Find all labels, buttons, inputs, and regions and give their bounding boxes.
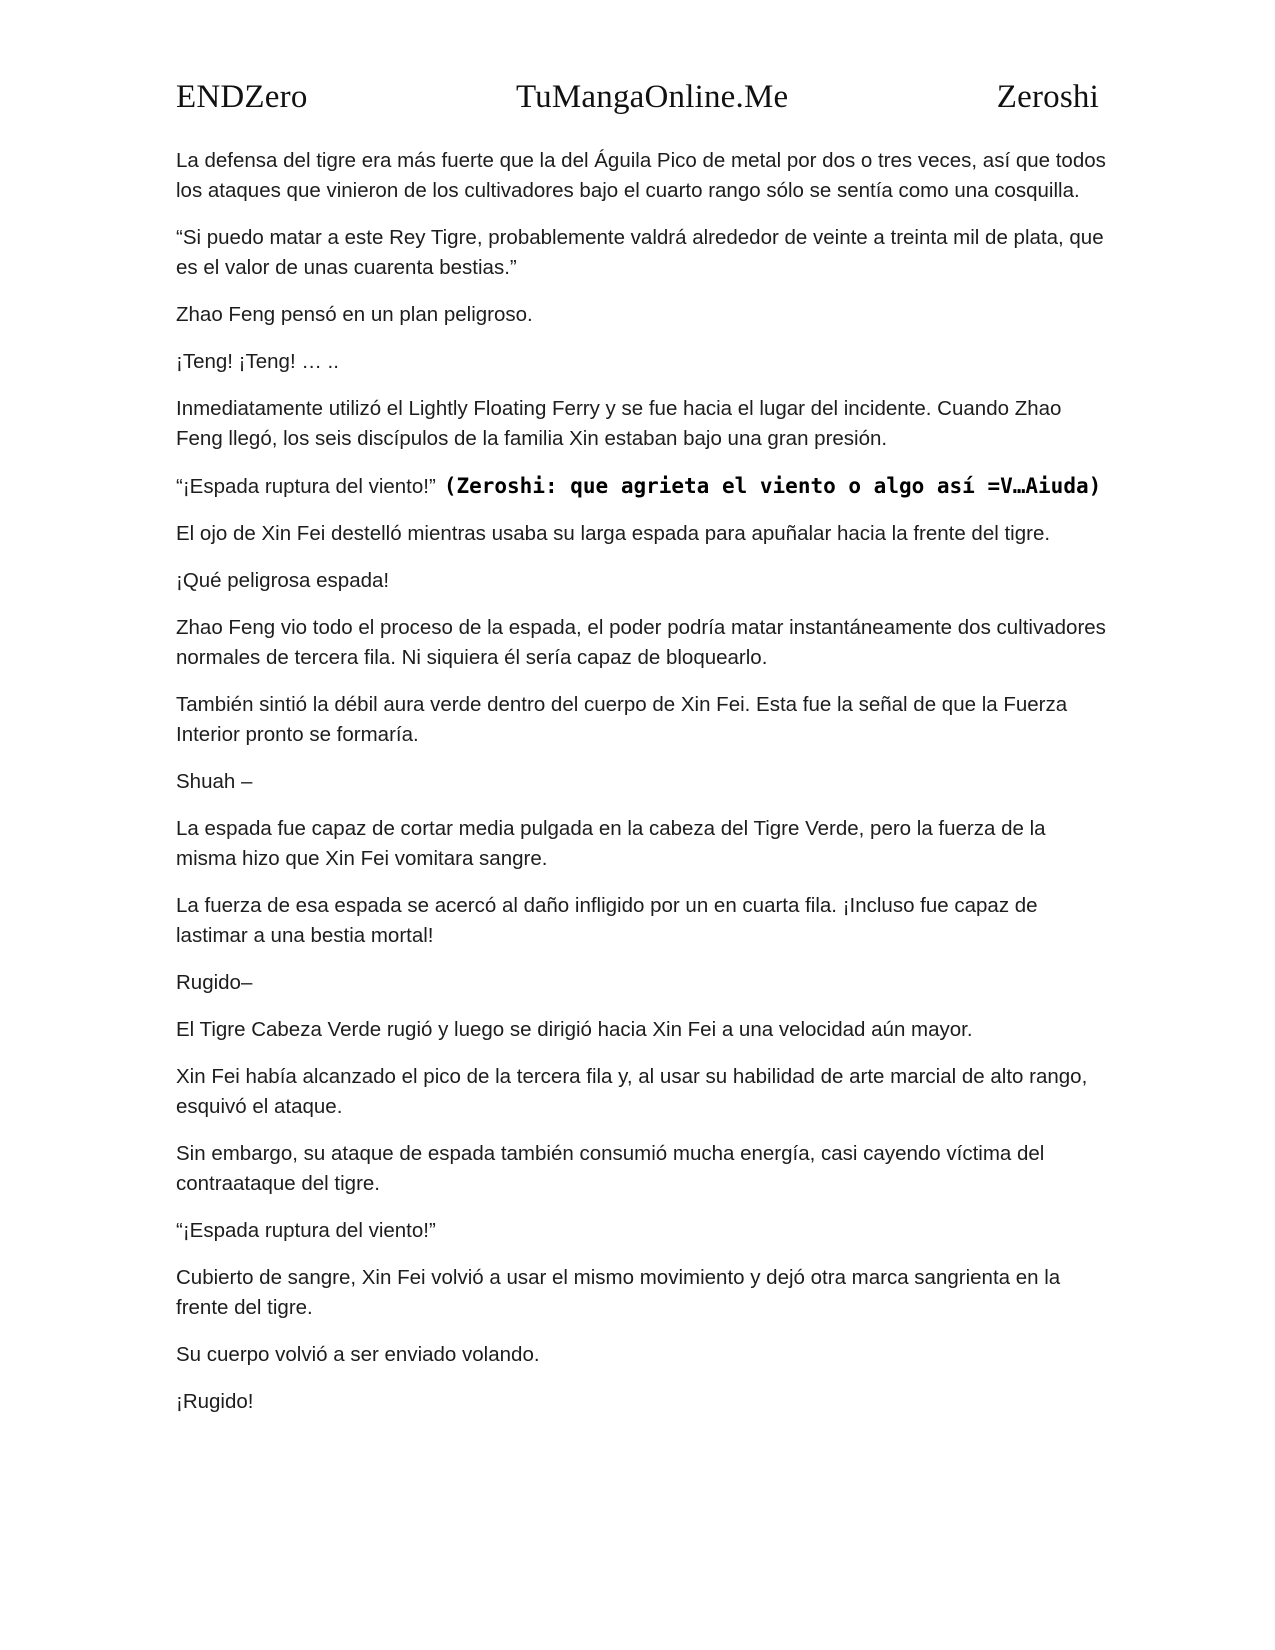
paragraph: Su cuerpo volvió a ser enviado volando. <box>176 1343 540 1366</box>
page-header <box>176 72 1099 122</box>
paragraph: La defensa del tigre era más fuerte que la del Águila Pico de metal por dos o tres veces, así que todos los ataques que vinieron de los cultivadores bajo el cuarto rango sólo se sentía como una cosquilla. <box>176 149 1106 202</box>
paragraph: Xin Fei había alcanzado el pico de la tercera fila y, al usar su habilidad de arte marcial de alto rango, esquivó el ataque. <box>176 1065 1088 1118</box>
paragraph: Sin embargo, su ataque de espada también consumió mucha energía, casi cayendo víctima del contraataque del tigre. <box>176 1142 1045 1195</box>
paragraph: “Si puedo matar a este Rey Tigre, probablemente valdrá alrededor de veinte a treinta mil de plata, que es el valor de unas cuarenta bestias.” <box>176 226 1104 279</box>
paragraph: ¡Rugido! <box>176 1390 254 1413</box>
paragraph-with-note <box>176 471 1106 502</box>
paragraph: ¡Teng! ¡Teng! … .. <box>176 350 339 373</box>
paragraph: Inmediatamente utilizó el Lightly Floating Ferry y se fue hacia el lugar del incidente. Cuando Zhao Feng llegó, los seis discípulos de la familia Xin estaban bajo una gran presión. <box>176 397 1062 450</box>
paragraph: Shuah – <box>176 770 253 793</box>
dialogue-text: “¡Espada ruptura del viento!” <box>176 475 436 498</box>
header-left-credit: ENDZero <box>176 78 308 115</box>
paragraph: Rugido– <box>176 971 253 994</box>
header-site-name: TuMangaOnline.Me <box>515 78 789 115</box>
paragraph: “¡Espada ruptura del viento!” <box>176 1219 436 1242</box>
chapter-body <box>176 146 1106 1434</box>
paragraph: La espada fue capaz de cortar media pulgada en la cabeza del Tigre Verde, pero la fuerza de la misma hizo que Xin Fei vomitara sangre. <box>176 817 1046 870</box>
paragraph: El ojo de Xin Fei destelló mientras usaba su larga espada para apuñalar hacia la frente del tigre. <box>176 522 1051 545</box>
paragraph: El Tigre Cabeza Verde rugió y luego se dirigió hacia Xin Fei a una velocidad aún mayor. <box>176 1018 973 1041</box>
paragraph: Cubierto de sangre, Xin Fei volvió a usar el mismo movimiento y dejó otra marca sangrienta en la frente del tigre. <box>176 1266 1061 1319</box>
translator-note: (Zeroshi: que agrieta el viento o algo así =V…Aiuda) <box>443 474 1102 498</box>
paragraph: Zhao Feng vio todo el proceso de la espada, el poder podría matar instantáneamente dos cultivadores normales de tercera fila. Ni siquiera él sería capaz de bloquearlo. <box>176 616 1106 669</box>
paragraph: También sintió la débil aura verde dentro del cuerpo de Xin Fei. Esta fue la señal de que la Fuerza Interior pronto se formaría. <box>176 693 1068 746</box>
paragraph: La fuerza de esa espada se acercó al daño infligido por un en cuarta fila. ¡Incluso fue capaz de lastimar a una bestia mortal! <box>176 894 1038 947</box>
paragraph: ¡Qué peligrosa espada! <box>176 569 390 592</box>
paragraph: Zhao Feng pensó en un plan peligroso. <box>176 303 533 326</box>
header-right-credit: Zeroshi <box>996 78 1099 115</box>
